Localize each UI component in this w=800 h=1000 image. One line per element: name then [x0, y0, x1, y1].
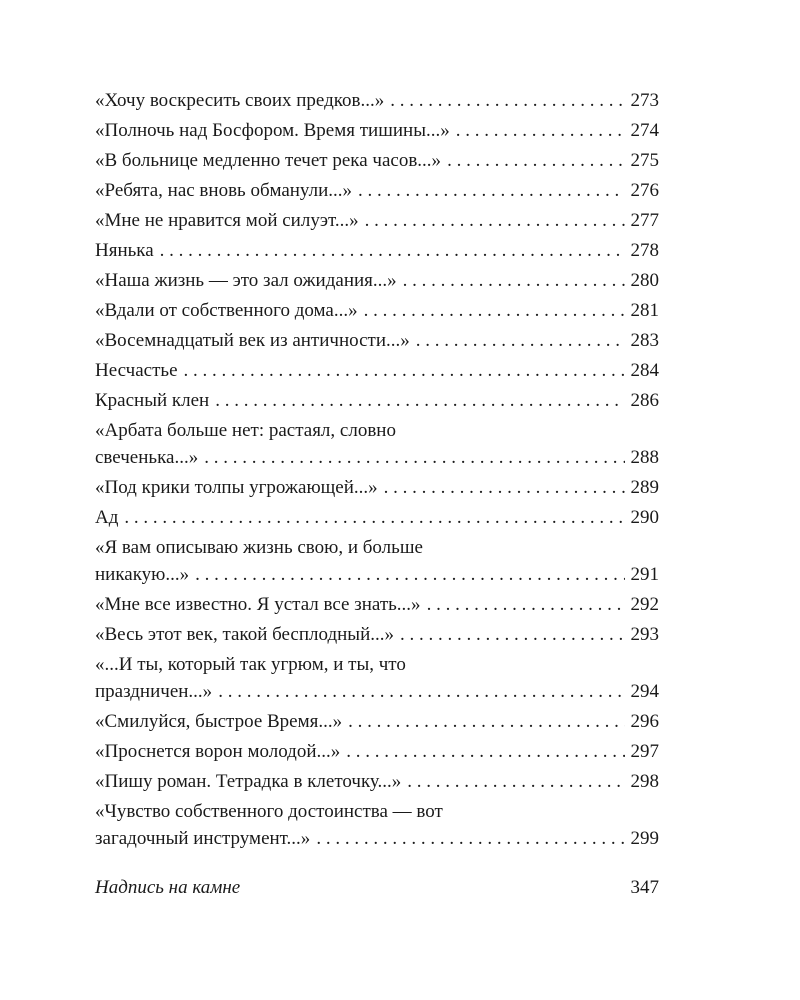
toc-entry	[95, 798, 659, 852]
toc-entry-title: «Весь этот век, такой бесплодный...»	[95, 624, 394, 645]
dot-leader	[215, 387, 624, 414]
toc-entry-title: Красный клен	[95, 390, 210, 411]
toc-entry-title: загадочный инструмент...»	[95, 828, 311, 849]
toc-entry-title: «Хочу воскресить своих предков...»	[95, 90, 385, 111]
toc-entry-title: праздничен...»	[95, 681, 213, 702]
toc-entry-title: «Ребята, нас вновь обманули...»	[95, 180, 353, 201]
toc-entry-page: 277	[630, 210, 659, 231]
dot-leader	[218, 678, 624, 705]
toc-entry-page: 294	[630, 681, 659, 702]
toc-entry-page: 280	[630, 270, 659, 291]
toc-entry	[95, 147, 659, 174]
dot-leader	[195, 561, 624, 588]
dot-leader	[390, 87, 624, 114]
toc-entry-title-line1: «Я вам описываю жизнь свою, и больше	[95, 537, 423, 558]
toc-entry-page: 293	[630, 624, 659, 645]
table-of-contents	[95, 87, 659, 855]
dot-leader	[348, 708, 624, 735]
toc-entry	[95, 327, 659, 354]
toc-entry-title: «Полночь над Босфором. Время тишины...»	[95, 120, 450, 141]
toc-entry	[95, 177, 659, 204]
dot-leader	[447, 147, 624, 174]
dot-leader	[365, 207, 625, 234]
toc-entry-page: 275	[630, 150, 659, 171]
toc-entry-page: 291	[630, 564, 659, 585]
dot-leader	[456, 117, 625, 144]
toc-entry	[95, 708, 659, 735]
dot-leader	[384, 474, 625, 501]
toc-entry-title-line1: «Арбата больше нет: растаял, словно	[95, 420, 396, 441]
dot-leader	[416, 327, 625, 354]
toc-entry-title: «Пишу роман. Тетрадка в клеточку...»	[95, 771, 402, 792]
toc-entry	[95, 534, 659, 588]
toc-entry-title: «Смилуйся, быстрое Время...»	[95, 711, 343, 732]
toc-entry-title: «Восемнадцатый век из античности...»	[95, 330, 410, 351]
dot-leader	[124, 504, 624, 531]
toc-entry-title-line1: «...И ты, который так угрюм, и ты, что	[95, 654, 406, 675]
toc-entry-page: 274	[630, 120, 659, 141]
dot-leader	[184, 357, 625, 384]
toc-entry-title: «Вдали от собственного дома...»	[95, 300, 358, 321]
toc-entry	[95, 504, 659, 531]
toc-entry	[95, 387, 659, 414]
dot-leader	[400, 621, 625, 648]
toc-entry	[95, 207, 659, 234]
toc-entry	[95, 87, 659, 114]
toc-entry-title: Нянька	[95, 240, 154, 261]
toc-entry-title: «Мне все известно. Я устал все знать...»	[95, 594, 421, 615]
toc-entry-page: 288	[630, 447, 659, 468]
toc-entry-page: 298	[630, 771, 659, 792]
toc-entry-title: Ад	[95, 507, 119, 528]
toc-entry-title: «Наша жизнь — это зал ожидания...»	[95, 270, 397, 291]
toc-entry	[95, 417, 659, 471]
toc-entry-page: 283	[630, 330, 659, 351]
toc-entry-title: «Проснется ворон молодой...»	[95, 741, 341, 762]
toc-entry-page: 284	[630, 360, 659, 381]
dot-leader	[358, 177, 624, 204]
toc-entry-page: 289	[630, 477, 659, 498]
toc-entry	[95, 651, 659, 705]
toc-entry-title: свеченька...»	[95, 447, 199, 468]
toc-entry-page: 286	[630, 390, 659, 411]
page-number: 347	[630, 877, 659, 898]
dot-leader	[403, 267, 625, 294]
toc-entry-page: 299	[630, 828, 659, 849]
toc-entry	[95, 621, 659, 648]
dot-leader	[346, 738, 624, 765]
toc-entry-page: 297	[630, 741, 659, 762]
toc-entry-page: 276	[630, 180, 659, 201]
toc-entry	[95, 768, 659, 795]
toc-entry-page: 273	[630, 90, 659, 111]
dot-leader	[160, 237, 625, 264]
running-footer-title: Надпись на камне	[95, 877, 241, 898]
toc-entry	[95, 591, 659, 618]
dot-leader	[316, 825, 624, 852]
toc-entry	[95, 267, 659, 294]
toc-entry-page: 281	[630, 300, 659, 321]
toc-entry	[95, 297, 659, 324]
dot-leader	[427, 591, 625, 618]
toc-entry	[95, 474, 659, 501]
toc-entry-title: «Под крики толпы угрожающей...»	[95, 477, 378, 498]
toc-entry-title: никакую...»	[95, 564, 190, 585]
toc-entry-page: 278	[630, 240, 659, 261]
toc-entry-page: 296	[630, 711, 659, 732]
toc-entry	[95, 237, 659, 264]
dot-leader	[204, 444, 624, 471]
toc-entry	[95, 357, 659, 384]
toc-entry-page: 292	[630, 594, 659, 615]
toc-entry-title: «Мне не нравится мой силуэт...»	[95, 210, 359, 231]
toc-entry-title: «В больнице медленно течет река часов...»	[95, 150, 442, 171]
dot-leader	[407, 768, 624, 795]
toc-entry-title: Несчастье	[95, 360, 178, 381]
page-footer	[95, 876, 659, 900]
toc-entry-title-line1: «Чувство собственного достоинства — вот	[95, 801, 443, 822]
toc-entry	[95, 117, 659, 144]
toc-entry-page: 290	[630, 507, 659, 528]
dot-leader	[364, 297, 625, 324]
toc-entry	[95, 738, 659, 765]
